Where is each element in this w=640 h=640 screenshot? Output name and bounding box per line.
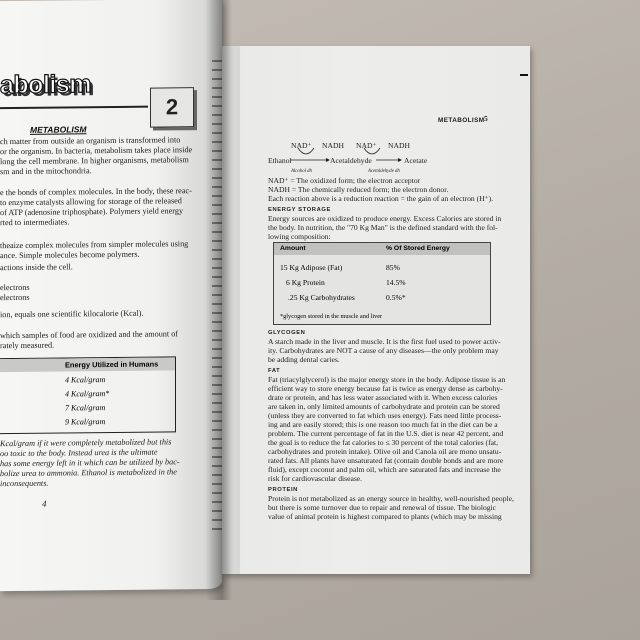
left-paragraph-line: of ATP (adenosine triphosphate). Polymers yield energy <box>0 206 184 218</box>
left-paragraph-line: theaize complex molecules from simpler molecules using <box>0 239 189 251</box>
amount-cell: 6 Kg Protein <box>286 278 325 287</box>
enzyme-label-1: Alcohol dh <box>291 169 312 174</box>
stored-energy-footnote: *glycogen stored in the muscle and liver <box>273 310 491 325</box>
left-paragraph-line: actions inside the cell. <box>0 262 73 273</box>
nad-plus-label-1: NAD⁺ <box>291 141 312 150</box>
amount-column-header: Amount <box>280 245 306 252</box>
energy-storage-heading: ENERGY STORAGE <box>268 207 331 213</box>
fat-line: drate or protein, and has less water associated with it. When excess calories <box>268 393 498 402</box>
stored-energy-table-header <box>274 243 490 255</box>
left-paragraph-line: or the organism. In bacteria, metabolism takes place inside <box>0 145 193 157</box>
chapter-title: abolism <box>0 70 91 100</box>
nadh-label-2: NADH <box>388 141 410 150</box>
left-paragraph-line: to enzyme catalysts allowing for storage of the released <box>0 196 182 208</box>
protein-line: Protein is not metabolized as an energy source in healthy, well-nourished people, <box>268 494 514 503</box>
page-edge-mark <box>520 74 528 76</box>
left-paragraph-line: rted to intermediates. <box>0 217 70 228</box>
left-page-number: 4 <box>42 498 47 509</box>
glycogen-line: ity. Carbohydrates are NOT a cause of any diseases—the only problem may <box>268 346 499 355</box>
left-paragraph-line: rately measured. <box>0 340 55 351</box>
left-paragraph-line: ch matter from outside an organism is transformed into <box>0 135 181 147</box>
left-paragraph-line: electrons <box>0 282 30 293</box>
fat-line: efficient way to store energy because fat is twice as energy dense as carbohy- <box>268 384 503 393</box>
percent-column-header: % Of Stored Energy <box>386 245 450 252</box>
stored-energy-table <box>273 242 491 312</box>
glycogen-line: A starch made in the liver and muscle. It is the first fuel used to power activ- <box>268 337 501 346</box>
protein-line: but there is some turnover due to repair and renewal of tissue. The biologic <box>268 503 497 512</box>
enzyme-label-2: Acetaldehyde dh <box>368 169 400 174</box>
definition-line: Each reaction above is a reduction reaction = the gain of an electron (H⁺). <box>268 194 494 203</box>
left-footnote-line: Kcal/gram if it were completely metabolized but this <box>0 437 172 449</box>
acetate-label: Acetate <box>404 156 428 165</box>
definition-line: NADH = The chemically reduced form; the electron donor. <box>268 185 449 194</box>
energy-utilized-table-header: Energy Utilized in Humans <box>0 357 175 372</box>
amount-cell: .25 Kg Carbohydrates <box>288 293 355 302</box>
left-footnote-line: bolize urea to ammonia. Ethanol is metabolized in the <box>0 467 177 479</box>
energy-utilized-row: 4 Kcal/gram <box>65 375 106 385</box>
left-paragraph-line: electrons <box>0 292 30 303</box>
running-head: METABOLISM <box>438 117 485 124</box>
left-paragraph-line: ion, equals one scientific kilocalorie (Kcal). <box>0 308 144 320</box>
left-paragraph-line: long the cell membrane. In higher organisms, metabolism <box>0 155 189 167</box>
nad-plus-label-2: NAD⁺ <box>356 141 377 150</box>
fat-line: fluid), except coconut and palm oil, which are saturated fats and increase the <box>268 465 501 474</box>
energy-utilized-table <box>0 356 176 434</box>
energy-storage-line: Energy sources are oxidized to produce energy. Excess Calories are stored in <box>268 214 502 223</box>
nadh-label-1: NADH <box>322 141 344 150</box>
left-page <box>0 0 222 591</box>
energy-utilized-row: 4 Kcal/gram* <box>65 389 110 399</box>
fat-line: ing and are easily stored; this is one reason too much fat in the diet can be a <box>268 420 498 429</box>
fat-line: carbohydrates and protein intake). Olive oil and Canola oil are mono unsatu- <box>268 447 502 456</box>
glycogen-heading: GLYCOGEN <box>268 330 306 336</box>
acetaldehyde-label: Acetaldehyde <box>330 156 372 165</box>
fat-line: the goal is to reduce the fat calories to ≤ 30 percent of the total calories (fat, <box>268 438 498 447</box>
left-footnote-line: has some energy left in it which can be utilized by bac- <box>0 457 180 469</box>
energy-storage-line: the body. In nutrition, the "70 Kg Man" is the defined standard with the fol- <box>268 223 498 232</box>
right-page <box>222 46 530 574</box>
energy-utilized-row: 7 Kcal/gram <box>65 403 106 413</box>
protein-line: value of animal protein is highest compared to plants (which may be missing <box>268 512 502 521</box>
chapter-number-box: 2 <box>150 87 194 127</box>
protein-heading: PROTEIN <box>268 487 298 493</box>
percent-cell: 14.5% <box>386 278 406 287</box>
right-page-number: 5 <box>484 114 488 123</box>
page-curl-shadow <box>206 0 232 600</box>
left-section-heading: METABOLISM <box>30 124 87 135</box>
energy-utilized-row: 9 Kcal/gram <box>65 417 106 427</box>
fat-heading: FAT <box>268 368 281 374</box>
ethanol-label: Ethanol <box>268 156 292 165</box>
fat-line: risk for cardiovascular disease. <box>268 474 363 483</box>
fat-line: (unless they are converted to fat which uses energy). Fats need little process- <box>268 411 502 420</box>
fat-line: are taken in, only limited amounts of carbohydrate and protein can be stored <box>268 402 500 411</box>
fat-line: Fat (triacylglycerol) is the major energy store in the body. Adipose tissue is an <box>268 375 506 384</box>
left-paragraph-line: which samples of food are oxidized and the amount of <box>0 329 179 341</box>
chapter-rule <box>0 106 148 110</box>
definition-line: NAD⁺ = The oxidized form; the electron acceptor <box>268 176 421 185</box>
left-footnote-line: oo toxic to the body. Instead urea is the ultimate <box>0 447 158 459</box>
left-paragraph-line: ance. Simple molecules become polymers. <box>0 249 140 261</box>
left-footnote-line: inconsequents. <box>0 478 49 489</box>
left-paragraph-line: e the bonds of complex molecules. In the body, these reac- <box>0 186 192 198</box>
left-paragraph-line: sm and in the mitochondria. <box>0 166 92 177</box>
percent-cell: 0.5%* <box>386 293 406 302</box>
fat-line: rated fats. All plants have unsaturated fat (contain double bonds and are more <box>268 456 504 465</box>
energy-storage-line: lowing composition: <box>268 232 331 241</box>
percent-cell: 85% <box>386 263 400 272</box>
amount-cell: 15 Kg Adipose (Fat) <box>280 263 343 272</box>
glycogen-line: be adding dental caries. <box>268 355 340 364</box>
fat-line: problem. The current percentage of fat in the U.S. diet is near 42 percent, and <box>268 429 504 438</box>
